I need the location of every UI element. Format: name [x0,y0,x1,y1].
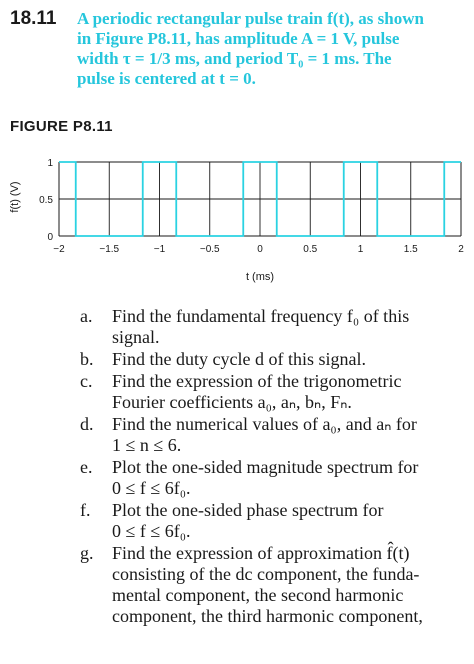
question-text [112,500,468,542]
problem-number: 18.11 [10,8,57,29]
x-tick-label: −1.5 [99,244,120,255]
question-line: mental component, the second harmonic [112,585,404,605]
question-letter: e. [80,457,93,477]
question-line: Plot the one-sided magnitude spectrum for [112,457,419,477]
x-axis-label: t (ms) [245,271,275,283]
question-text [112,349,468,370]
x-tick-label: 0 [257,244,263,255]
question-letter: b. [80,349,94,369]
y-tick-label: 1 [47,158,53,169]
y-axis-label: f(t) (V) [9,181,21,213]
question-text [112,457,468,499]
question-line: Find the fundamental frequency f₀ of this [112,306,410,326]
tick-layer [39,158,464,255]
figure-label: FIGURE P8.11 [10,118,113,135]
x-tick-label: 2 [458,244,464,255]
question-text [112,414,468,456]
x-tick-label: −0.5 [199,244,220,255]
question-line: Find the duty cycle d of this signal. [112,349,366,369]
question-letter: d. [80,414,94,434]
x-tick-label: 1 [357,244,364,255]
question-line: Fourier coefficients a₀, aₙ, bₙ, Fₙ. [112,392,352,412]
question-line: Find the expression of approximation f̂(t) [112,543,410,563]
grid-layer [59,162,461,236]
question-line: 0 ≤ f ≤ 6f₀. [112,478,191,498]
question-letter: f. [80,500,91,520]
question-letter: g. [80,543,94,563]
x-tick-label: −1 [153,244,166,255]
question-text [112,543,468,627]
question-line: signal. [112,327,160,347]
statement-line: A periodic rectangular pulse train f(t), as shown [77,9,424,28]
problem-statement [77,9,467,89]
question-line: 0 ≤ f ≤ 6f₀. [112,521,191,541]
question-line: Find the expression of the trigonometric [112,371,402,391]
question-letter: c. [80,371,93,391]
question-line: 1 ≤ n ≤ 6. [112,435,182,455]
x-tick-label: −2 [53,244,65,255]
statement-line: pulse is centered at t = 0. [77,69,256,88]
question-line: Find the numerical values of a₀, and aₙ for [112,414,417,434]
x-tick-label: 1.5 [403,244,418,255]
statement-line: width τ = 1/3 ms, and period T₀ = 1 ms. The [77,49,392,68]
y-tick-label: 0.5 [39,195,53,206]
question-line: Plot the one-sided phase spectrum for [112,500,384,520]
question-letter: a. [80,306,93,326]
question-line: consisting of the dc component, the funda- [112,564,420,584]
statement-line: in Figure P8.11, has amplitude A = 1 V, pulse [77,29,400,48]
question-text [112,306,468,348]
x-tick-label: 0.5 [303,244,318,255]
question-text [112,371,468,413]
question-line: component, the third harmonic component, [112,606,423,626]
y-tick-label: 0 [47,232,53,243]
pulse-train-chart [0,140,474,290]
